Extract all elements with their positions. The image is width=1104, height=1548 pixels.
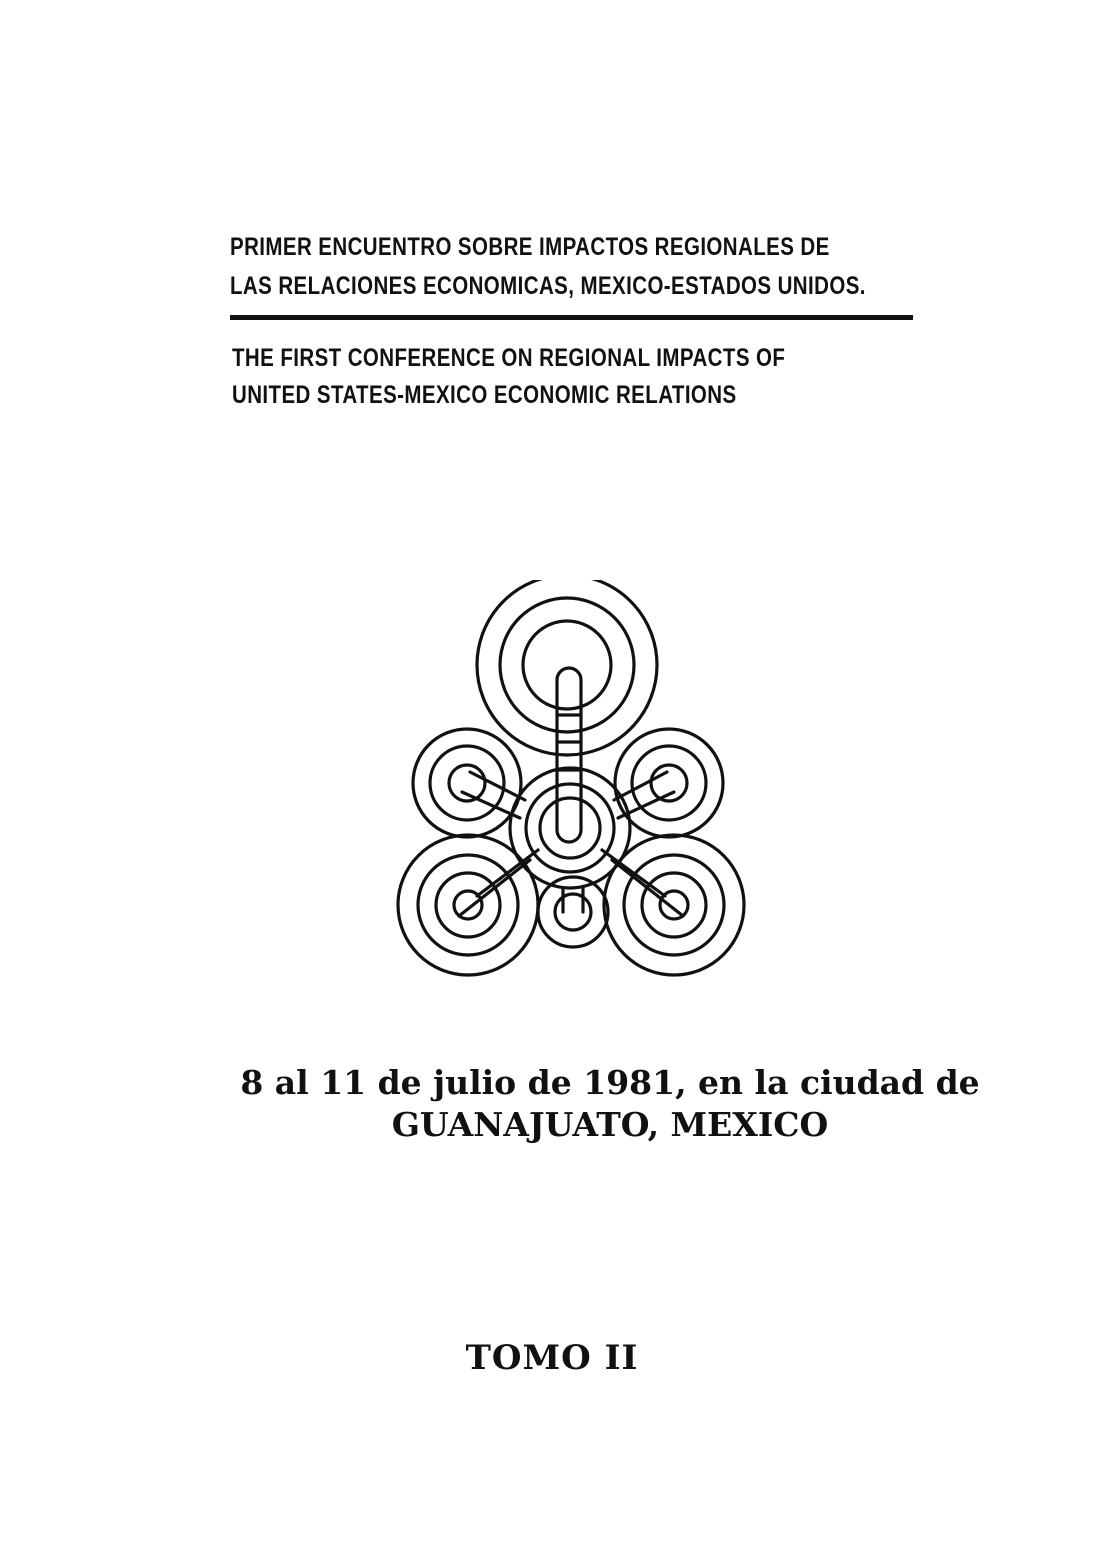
english-title-line-2: UNITED STATES-MEXICO ECONOMIC RELATIONS bbox=[232, 381, 737, 409]
spanish-title bbox=[230, 228, 866, 306]
english-title-line-1: THE FIRST CONFERENCE ON REGIONAL IMPACTS OF bbox=[232, 344, 786, 372]
volume-label: TOMO II bbox=[465, 1338, 639, 1378]
english-title bbox=[232, 340, 822, 414]
event-info bbox=[220, 1062, 1000, 1146]
event-dates: 8 al 11 de julio de 1981, en la ciudad de bbox=[240, 1063, 980, 1102]
spanish-title-line-1: PRIMER ENCUENTRO SOBRE IMPACTOS REGIONALES DE bbox=[230, 233, 830, 261]
spanish-title-line-2: LAS RELACIONES ECONOMICAS, MEXICO-ESTADOS UNIDOS. bbox=[230, 272, 866, 300]
event-location: GUANAJUATO, MEXICO bbox=[391, 1105, 829, 1144]
concentric-circles-emblem-icon bbox=[380, 580, 760, 990]
title-divider bbox=[230, 315, 913, 320]
